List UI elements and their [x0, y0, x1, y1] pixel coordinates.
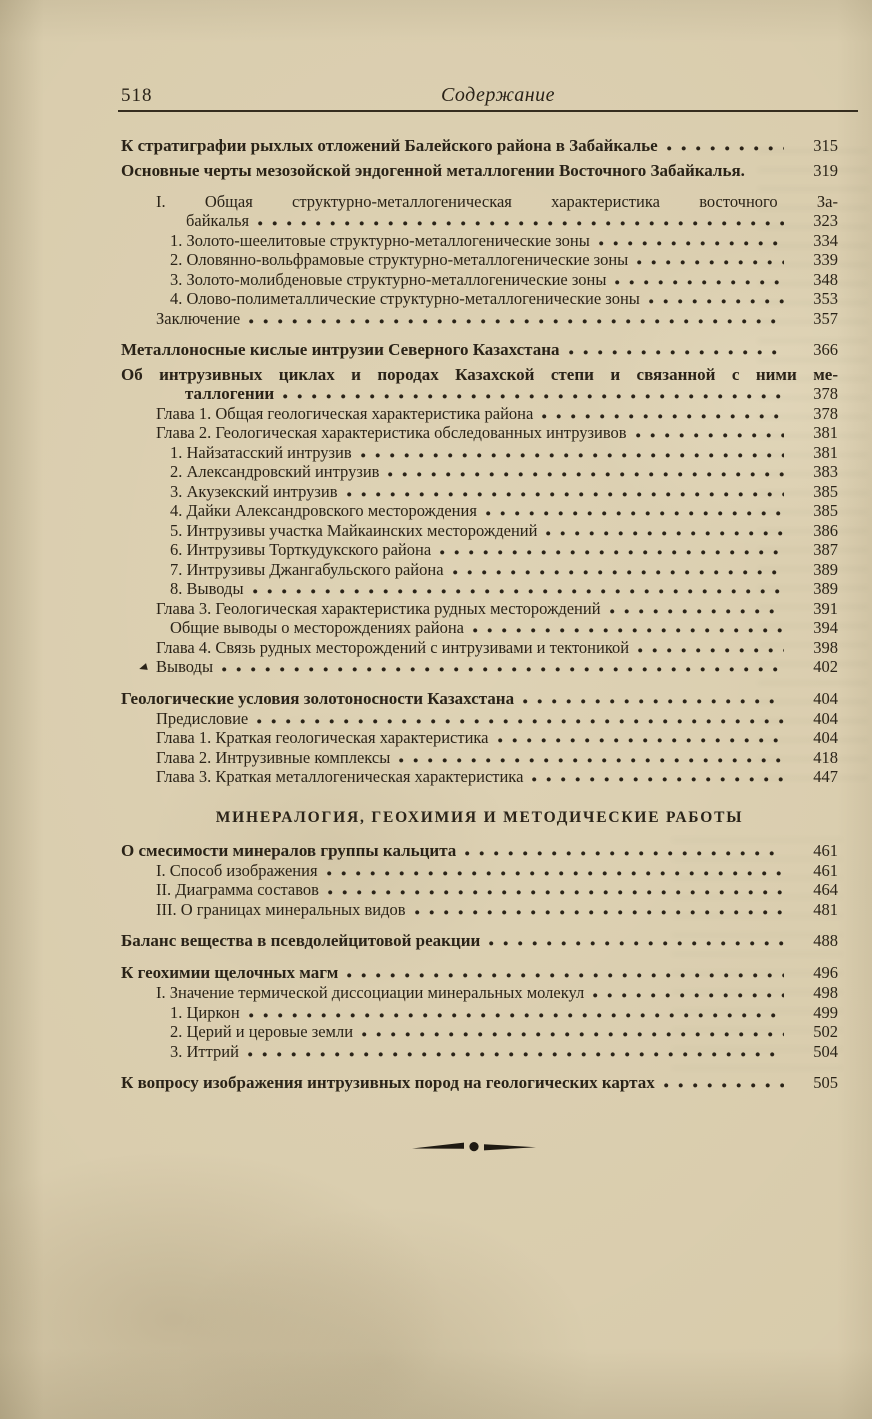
toc-entry: [121, 502, 838, 521]
toc-entry-page: 366: [813, 340, 838, 359]
toc-entry: [121, 600, 838, 619]
toc-entry-page: 404: [813, 708, 838, 728]
toc-entry: [121, 290, 838, 309]
toc-entry-page: 381: [813, 442, 838, 462]
dot-leader: [362, 1032, 784, 1037]
toc-entry-title: 4. Дайки Александровского месторождения: [170, 501, 477, 520]
toc-entry: [121, 639, 838, 658]
toc-entry-page: 319: [813, 161, 838, 180]
toc-entry-page: 502: [813, 1022, 838, 1041]
toc-entry: [121, 444, 838, 463]
dot-leader: [638, 648, 784, 653]
toc-entry-page: 385: [813, 481, 838, 501]
toc-entry: [121, 729, 838, 748]
toc-entry: [121, 424, 838, 443]
toc-entry-title: К геохимии щелочных магм: [121, 963, 339, 982]
toc-entry-title: Об интрузивных циклах и породах Казахской степи и связанной с ними ме-: [121, 365, 838, 384]
dot-leader: [569, 350, 784, 355]
toc-entry-page: 496: [813, 963, 838, 982]
toc-entry-title: 1. Золото-шеелитовые структурно-металлогенические зоны: [170, 230, 590, 250]
toc-entry-page: 391: [813, 598, 838, 618]
toc-entry-title: байкалья: [186, 211, 250, 230]
section-header: МИНЕРАЛОГИЯ, ГЕОХИМИЯ И МЕТОДИЧЕСКИЕ РАБОТЫ: [215, 808, 744, 826]
toc-entry-title: Предисловие: [156, 708, 249, 728]
toc-entry: [121, 768, 838, 787]
toc-entry-title: Основные черты мезозойской эндогенной металлогении Восточного Забайкалья.: [121, 161, 745, 180]
toc-entry: [121, 688, 838, 709]
toc-entry-page: 315: [813, 136, 838, 155]
toc-entry: [121, 658, 838, 677]
toc-entry-page: 504: [813, 1041, 838, 1061]
toc-entry-title: Глава 1. Общая геологическая характеристика района: [156, 403, 534, 423]
toc-entry-page: 334: [813, 230, 838, 250]
toc-entry-page: 499: [813, 1002, 838, 1022]
toc-entry: [121, 580, 838, 599]
toc-entry: [121, 271, 838, 290]
toc-entry: [121, 1043, 838, 1062]
dot-leader: [453, 570, 784, 575]
toc-entry: [121, 749, 838, 768]
toc-entry-page: 418: [813, 747, 838, 767]
toc-entry-page: 404: [813, 688, 838, 708]
toc-entry: [121, 232, 838, 251]
dot-leader: [599, 241, 784, 246]
dot-leader: [248, 1052, 784, 1057]
toc-entry-title: 4. Олово-полиметаллические структурно-металлогенические зоны: [170, 289, 640, 308]
toc-entry: [121, 561, 838, 580]
toc-entry-title: 2. Оловянно-вольфрамовые структурно-металлогенические зоны: [170, 250, 629, 269]
toc-entry: [121, 881, 838, 900]
dot-leader: [327, 871, 784, 876]
toc-entry-page: 461: [813, 860, 838, 880]
toc-entry-page: 339: [813, 250, 838, 269]
toc-entry: [121, 862, 838, 881]
toc-entry-title: Глава 3. Краткая металлогеническая характеристика: [156, 767, 524, 786]
toc-entry-title: К стратиграфии рыхлых отложений Балейского района в Забайкалье: [121, 136, 658, 155]
dot-leader: [253, 589, 784, 594]
toc-entry-title: 5. Интрузивы участка Майкаинских месторождений: [170, 520, 538, 540]
toc-entry-page: 389: [813, 559, 838, 579]
dot-leader: [523, 699, 784, 704]
toc-entry-title: Глава 4. Связь рудных месторождений с интрузивами и тектоникой: [156, 637, 630, 657]
toc-entry-title: 6. Интрузивы Торткудукского района: [170, 540, 432, 559]
toc-entry-page: 404: [813, 728, 838, 747]
toc-entry-title: 2. Церий и церовые земли: [170, 1022, 354, 1041]
toc-entry-page: 383: [813, 462, 838, 481]
dot-leader: [465, 851, 784, 856]
dot-leader: [222, 667, 784, 672]
toc-entry-title: Глава 2. Геологическая характеристика обследованных интрузивов: [156, 423, 627, 442]
toc-entry: [121, 1004, 838, 1023]
dot-leader: [637, 260, 784, 265]
dot-leader: [486, 511, 784, 516]
toc-entry-title: 7. Интрузивы Джангабульского района: [170, 559, 444, 579]
toc-entry: [121, 541, 838, 560]
toc-entry-title: Геологические условия золотоносности Казахстана: [121, 688, 515, 708]
toc-entry-title: Баланс вещества в псевдолейцитовой реакции: [121, 931, 481, 950]
running-header-title: Содержание: [440, 84, 556, 106]
toc-entry-title: 1. Циркон: [170, 1002, 240, 1022]
toc-entry-page: 498: [813, 983, 838, 1002]
toc-entry: [121, 1072, 838, 1093]
toc-entry: [121, 405, 838, 424]
toc-entry-page: 505: [813, 1073, 838, 1092]
toc-entry: [121, 364, 838, 404]
toc-entry-title: II. Диаграмма составов: [156, 880, 319, 899]
toc-entry-page: 387: [813, 540, 838, 559]
toc-entry: [121, 160, 838, 181]
dot-leader: [347, 492, 784, 497]
toc-entry-page: 402: [813, 657, 838, 676]
toc-entry-title: Выводы: [156, 657, 214, 676]
dot-leader: [249, 319, 784, 324]
dot-leader: [532, 777, 784, 782]
dot-leader: [542, 414, 784, 419]
dot-leader: [636, 433, 784, 438]
toc-entry: [121, 962, 838, 983]
toc-entry-page: 464: [813, 880, 838, 899]
toc-entry: [121, 192, 838, 231]
toc-entry: [121, 339, 838, 360]
toc-entry-page: 385: [813, 501, 838, 520]
toc-entry-page: 481: [813, 899, 838, 919]
toc-entry-title: Заключение: [156, 308, 241, 328]
toc-entry: [121, 984, 838, 1003]
toc-entry-page: 323: [813, 211, 838, 230]
toc-entry-title: 8. Выводы: [170, 579, 244, 598]
toc-entry-title: I. Общая структурно-металлогеническая характеристика восточного За-: [156, 192, 838, 211]
dot-leader: [615, 280, 784, 285]
toc-list: [121, 131, 838, 1093]
toc-entry-title: I. Значение термической диссоциации минеральных молекул: [156, 983, 585, 1002]
toc-entry-title: Глава 1. Краткая геологическая характеристика: [156, 728, 489, 747]
dot-leader: [498, 738, 785, 743]
toc-entry-title: Металлоносные кислые интрузии Северного Казахстана: [121, 340, 560, 359]
ink-mark-icon: [138, 663, 147, 672]
dot-leader: [415, 910, 784, 915]
toc-entry: [121, 901, 838, 920]
page-number-folio: 518: [121, 85, 153, 106]
dot-leader: [489, 941, 784, 946]
toc-entry: [121, 310, 838, 329]
end-ornament-icon: [412, 1139, 536, 1155]
toc-entry-title: 1. Найзатасский интрузив: [170, 442, 352, 462]
dot-leader: [328, 890, 784, 895]
toc-entry-page: 394: [813, 618, 838, 637]
toc-entry: [121, 522, 838, 541]
dot-leader: [249, 1013, 784, 1018]
toc-entry-title: 3. Иттрий: [170, 1041, 239, 1061]
toc-entry: [121, 710, 838, 729]
dot-leader: [361, 453, 784, 458]
dot-leader: [257, 719, 784, 724]
dot-leader: [399, 758, 784, 763]
toc-entry-page: 378: [813, 384, 838, 403]
toc-entry-page: 386: [813, 520, 838, 540]
toc-entry-page: 398: [813, 637, 838, 657]
dot-leader: [610, 609, 784, 614]
dot-leader: [664, 1083, 784, 1088]
toc-entry-title: 3. Акузекский интрузив: [170, 481, 338, 501]
dot-leader: [754, 171, 784, 176]
toc-entry-title: Глава 3. Геологическая характеристика рудных месторождений: [156, 598, 601, 618]
toc-entry-title: 2. Александровский интрузив: [170, 462, 380, 481]
header-rule: [118, 110, 858, 112]
toc-entry-title: К вопросу изображения интрузивных пород на геологических картах: [121, 1073, 655, 1092]
dot-leader: [283, 394, 784, 399]
toc-entry-page: 378: [813, 403, 838, 423]
toc-entry-title: О смесимости минералов группы кальцита: [121, 840, 457, 860]
toc-entry-title: Общие выводы о месторождениях района: [170, 618, 464, 637]
toc-entry-page: 461: [813, 840, 838, 860]
toc-entry-page: 357: [813, 308, 838, 328]
toc-entry-page: 389: [813, 579, 838, 598]
toc-entry-page: 348: [813, 269, 838, 289]
toc-entry: [121, 251, 838, 270]
toc-entry-page: 353: [813, 289, 838, 308]
toc-entry-page: 447: [813, 767, 838, 786]
toc-entry-title: таллогении: [185, 384, 275, 403]
toc-entry: [121, 483, 838, 502]
toc-entry: [121, 840, 838, 861]
dot-leader: [649, 299, 784, 304]
toc-entry: [121, 463, 838, 482]
dot-leader: [440, 550, 784, 555]
dot-leader: [546, 531, 784, 536]
toc-entry: [121, 619, 838, 638]
toc-entry: [121, 1023, 838, 1042]
toc-entry-title: Глава 2. Интрузивные комплексы: [156, 747, 391, 767]
dot-leader: [667, 146, 784, 151]
dot-leader: [593, 993, 784, 998]
toc-entry-title: III. О границах минеральных видов: [156, 899, 406, 919]
toc-entry: [121, 930, 838, 951]
toc-entry: [121, 135, 838, 156]
toc-entry-title: I. Способ изображения: [156, 860, 318, 880]
dot-leader: [347, 973, 784, 978]
dot-leader: [258, 221, 784, 226]
toc-entry-page: 381: [813, 423, 838, 442]
dot-leader: [473, 628, 784, 633]
dot-leader: [388, 472, 784, 477]
toc-entry-title: 3. Золото-молибденовые структурно-металлогенические зоны: [170, 269, 607, 289]
toc-entry-page: 488: [813, 931, 838, 950]
